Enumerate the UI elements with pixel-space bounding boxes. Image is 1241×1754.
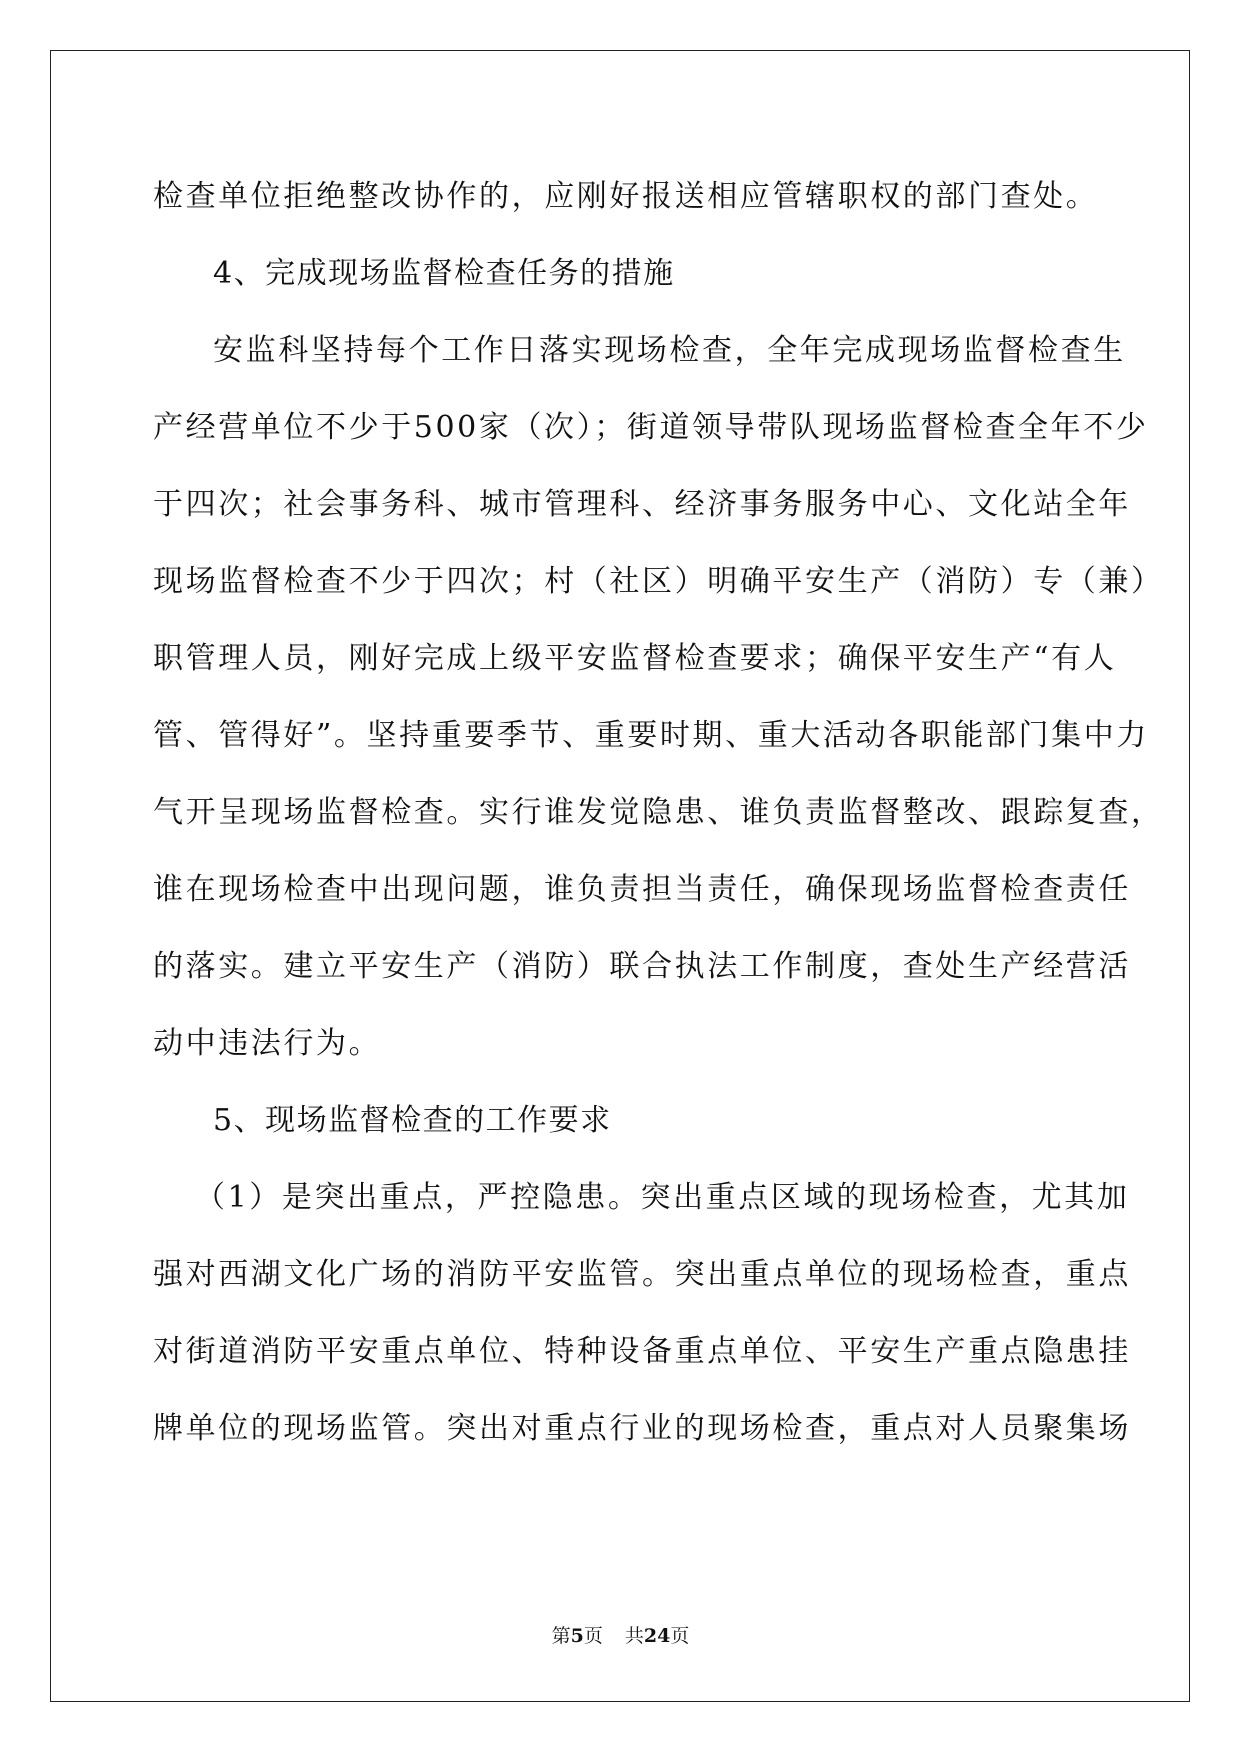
total-pages: 24: [643, 1625, 671, 1647]
section-heading: 5、现场监督检查的工作要求: [213, 1103, 612, 1138]
text-line: 管、管得好”。坚持重要季节、重要时期、重大活动各职能部门集中力: [153, 718, 1149, 753]
text-line: 现场监督检查不少于四次；村（社区）明确平安生产（消防）专（兼）: [153, 564, 1164, 599]
text-line: 气开呈现场监督检查。实行谁发觉隐患、谁负责监督整改、跟踪复查，: [153, 795, 1164, 830]
document-body: [153, 158, 1164, 1467]
text-line: 检查单位拒绝整改协作的，应刚好报送相应管辖职权的部门查处。: [153, 179, 1099, 214]
text-line: 动中违法行为。: [153, 1026, 382, 1061]
paragraph-start: 安监科坚持每个工作日落实现场检查，全年完成现场监督检查生: [213, 333, 1126, 368]
text-line: 牌单位的现场监管。突出对重点行业的现场检查，重点对人员聚集场: [153, 1411, 1131, 1446]
text-line: 对街道消防平安重点单位、特种设备重点单位、平安生产重点隐患挂: [153, 1334, 1131, 1369]
text-line: 谁在现场检查中出现问题，谁负责担当责任，确保现场监督检查责任: [153, 872, 1131, 907]
total-prefix: 共: [624, 1625, 644, 1647]
page-prefix: 第: [551, 1625, 571, 1647]
page-number: 5: [570, 1625, 584, 1647]
text-line: 产经营单位不少于500家（次）；街道领导带队现场监督检查全年不少: [153, 410, 1149, 445]
text-line: 职管理人员，刚好完成上级平安监督检查要求；确保平安生产“有人: [153, 641, 1117, 676]
total-suffix: 页: [670, 1625, 690, 1647]
page-suffix: 页: [583, 1625, 603, 1647]
text-line: 于四次；社会事务科、城市管理科、经济事务服务中心、文化站全年: [153, 487, 1131, 522]
page-footer: [0, 1621, 1241, 1648]
section-heading: 4、完成现场监督检查任务的措施: [213, 256, 675, 291]
paragraph-start: （1）是突出重点，严控隐患。突出重点区域的现场检查，尤其加: [195, 1180, 1130, 1215]
text-line: 的落实。建立平安生产（消防）联合执法工作制度，查处生产经营活: [153, 949, 1131, 984]
text-line: 强对西湖文化广场的消防平安监管。突出重点单位的现场检查，重点: [153, 1257, 1131, 1292]
